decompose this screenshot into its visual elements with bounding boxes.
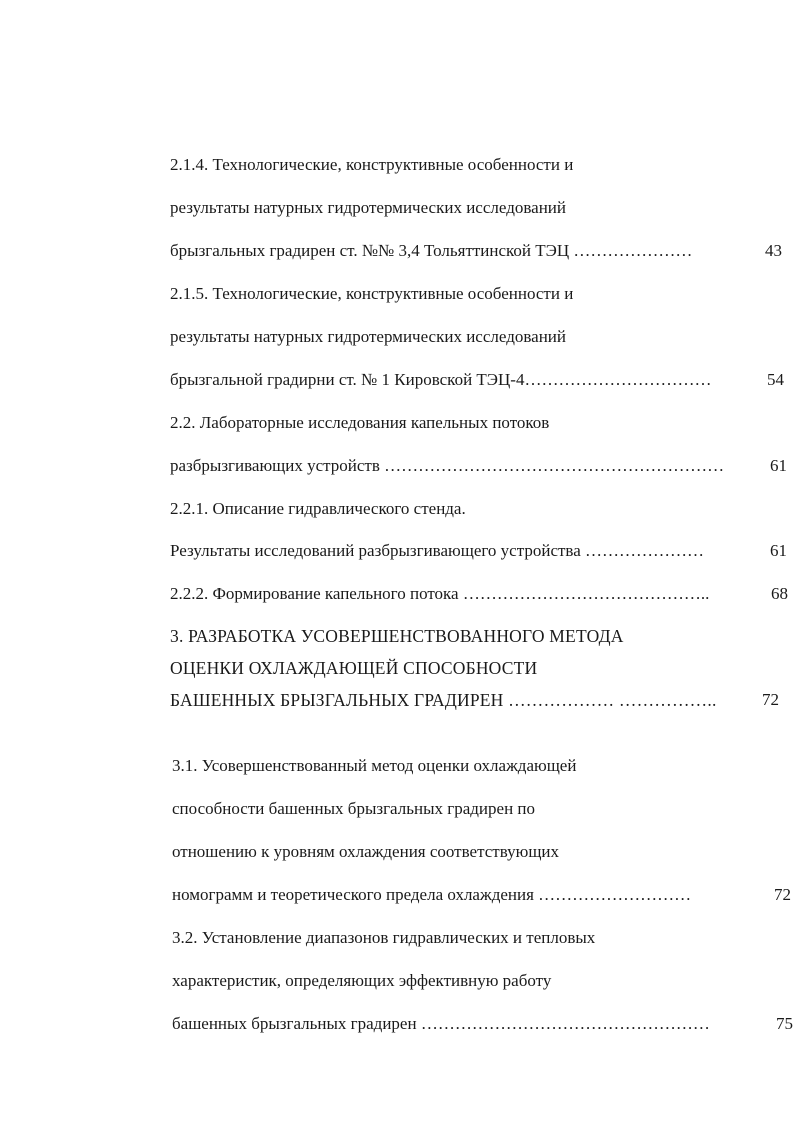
toc-entry-3-1-line-2: способности башенных брызгальных градирен по <box>172 799 536 818</box>
toc-entry-2-1-4-line-2: результаты натурных гидротермических исследований <box>170 198 566 217</box>
toc-page-number: 68 <box>771 584 788 603</box>
toc-entry-2-2-2-line-1: 2.2.2. Формирование капельного потока …………………………………….. <box>170 584 710 603</box>
toc-entry-3-1-line-3: отношению к уровням охлаждения соответствующих <box>172 842 560 861</box>
toc-entry-2-1-5-line-2: результаты натурных гидротермических исследований <box>170 327 566 346</box>
toc-page-number: 75 <box>776 1014 793 1033</box>
toc-entry-2-1-5-line-3: брызгальной градирни ст. № 1 Кировской ТЭЦ-4…………………………… <box>170 370 712 389</box>
toc-entry-2-2-1-line-2: Результаты исследований разбрызгивающего устройства ………………… <box>170 541 705 560</box>
toc-page-number: 54 <box>767 370 784 389</box>
toc-entry-2-1-4-line-1: 2.1.4. Технологические, конструктивные особенности и <box>170 155 574 174</box>
toc-entry-3-2-line-3: башенных брызгальных градирен …………………………………………… <box>172 1014 710 1033</box>
toc-entry-3-2-line-1: 3.2. Установление диапазонов гидравлических и тепловых <box>172 928 596 947</box>
toc-chapter-3-line-1: 3. РАЗРАБОТКА УСОВЕРШЕНСТВОВАННОГО МЕТОДА <box>170 626 624 646</box>
toc-entry-2-1-4-line-3: брызгальных градирен ст. №№ 3,4 Тольяттинской ТЭЦ ………………… <box>170 241 693 260</box>
toc-entry-3-1-line-1: 3.1. Усовершенствованный метод оценки охлаждающей <box>172 756 577 775</box>
toc-entry-2-2-1-line-1: 2.2.1. Описание гидравлического стенда. <box>170 499 466 518</box>
toc-page-number: 72 <box>774 885 791 904</box>
toc-page-number: 72 <box>762 690 779 709</box>
toc-page-number: 43 <box>765 241 782 260</box>
toc-entry-3-2-line-2: характеристик, определяющих эффективную работу <box>172 971 552 990</box>
toc-chapter-3-line-2: ОЦЕНКИ ОХЛАЖДАЮЩЕЙ СПОСОБНОСТИ <box>170 658 538 678</box>
toc-page-number: 61 <box>770 456 787 475</box>
toc-page-number: 61 <box>770 541 787 560</box>
toc-entry-2-2-line-1: 2.2. Лабораторные исследования капельных потоков <box>170 413 550 432</box>
toc-entry-2-2-line-2: разбрызгивающих устройств …………………………………………………… <box>170 456 725 475</box>
toc-entry-3-1-line-4: номограмм и теоретического предела охлаждения ……………………… <box>172 885 692 904</box>
toc-chapter-3-line-3: БАШЕННЫХ БРЫЗГАЛЬНЫХ ГРАДИРЕН ……………… …………….. <box>170 690 717 710</box>
toc-entry-2-1-5-line-1: 2.1.5. Технологические, конструктивные особенности и <box>170 284 574 303</box>
